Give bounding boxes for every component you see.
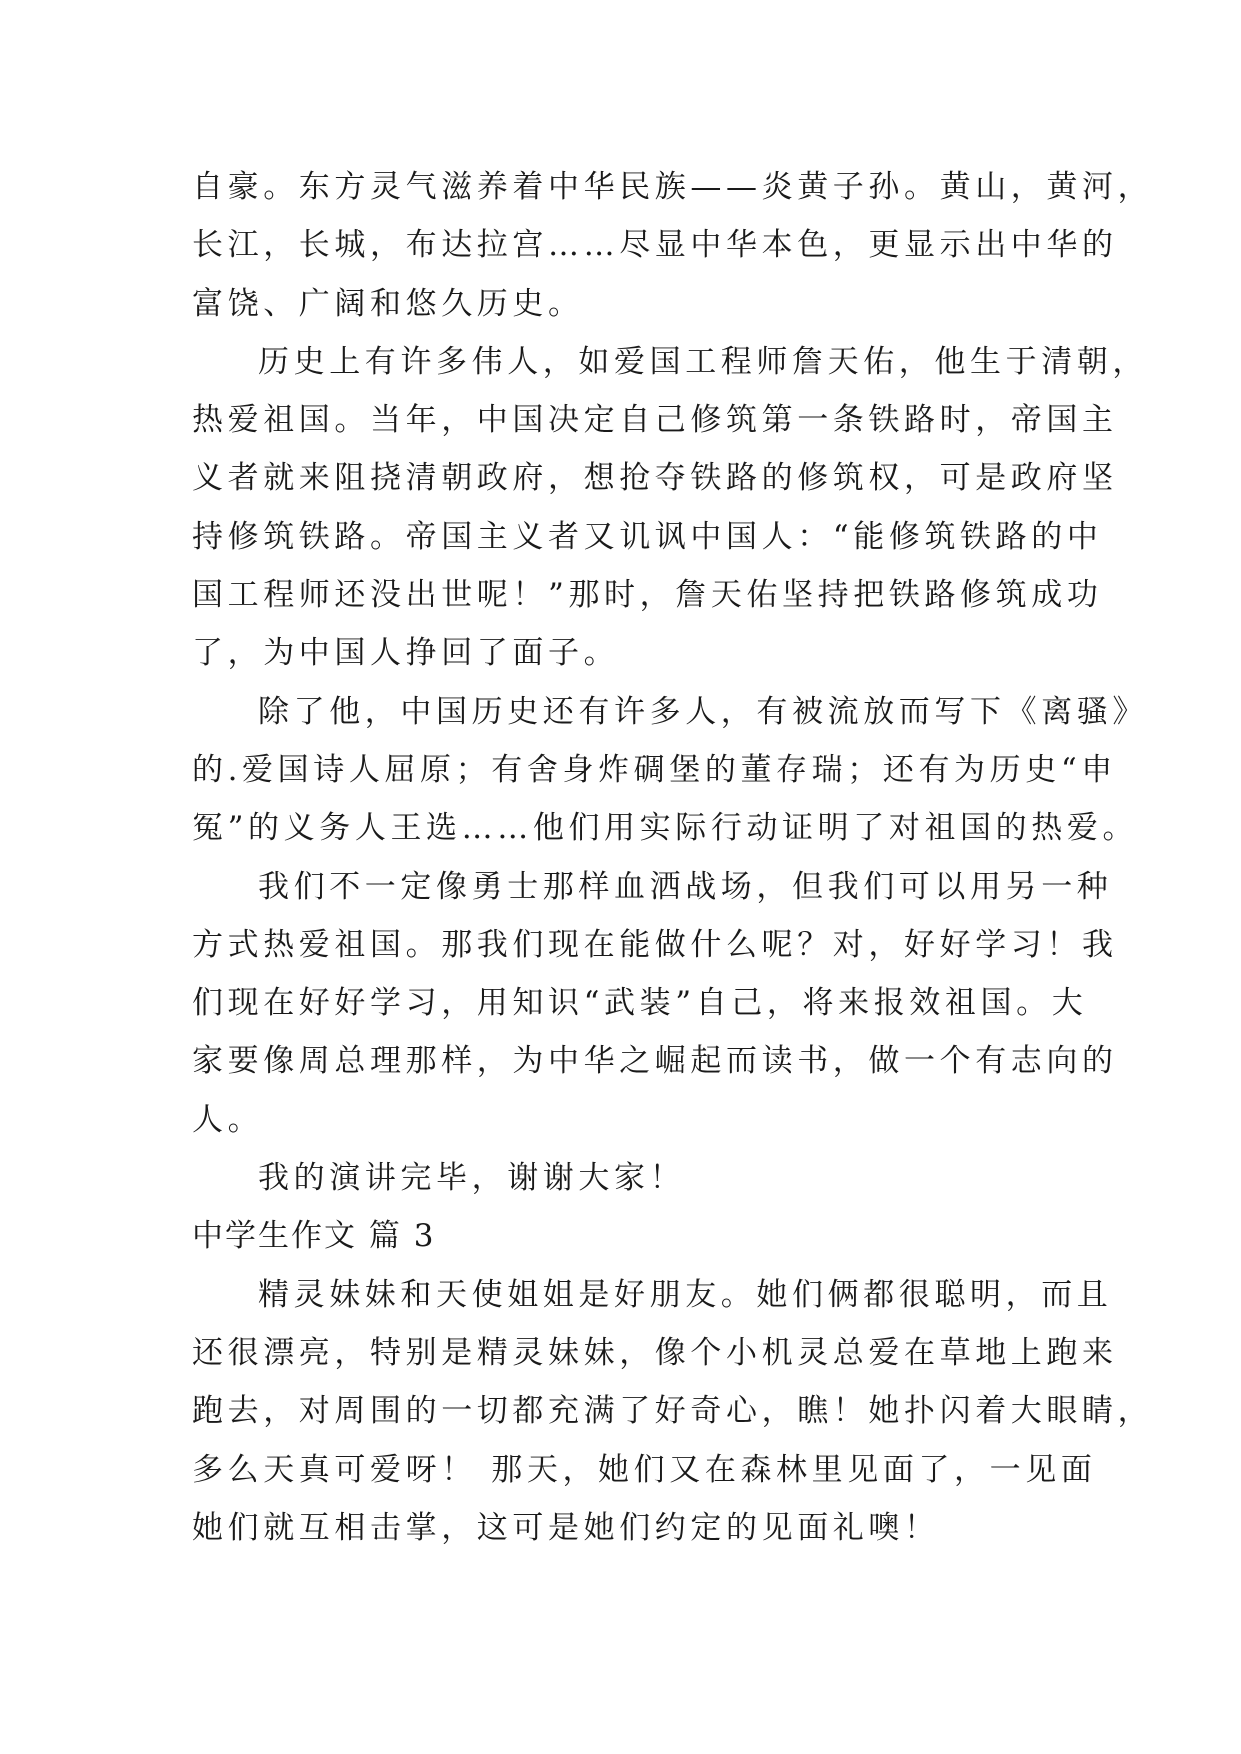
text-line: 国工程师还没出世呢！”那时，詹天佑坚持把铁路修筑成功: [192, 577, 1103, 614]
text-line: 家要像周总理那样，为中华之崛起而读书，做一个有志向的: [192, 1043, 1118, 1080]
text-line: 方式热爱祖国。那我们现在能做什么呢？对，好好学习！我: [192, 926, 1118, 963]
text-line: 持修筑铁路。帝国主义者又讥讽中国人：“能修筑铁路的中: [192, 518, 1103, 555]
paragraph: [192, 333, 1148, 683]
text-line: 义者就来阻挠清朝政府，想抢夺铁路的修筑权，可是政府坚: [192, 460, 1118, 497]
text-line: 历史上有许多伟人，如爱国工程师詹天佑，他生于清朝，: [258, 343, 1148, 380]
text-line: 我们不一定像勇士那样血洒战场，但我们可以用另一种: [258, 868, 1113, 905]
text-line: 精灵妹妹和天使姐姐是好朋友。她们俩都很聪明，而且: [258, 1276, 1113, 1313]
paragraph: [192, 858, 1118, 1149]
text-line: 热爱祖国。当年，中国决定自己修筑第一条铁路时，帝国主: [192, 402, 1118, 439]
paragraph: [192, 683, 1148, 858]
text-line: 们现在好好学习，用知识“武装”自己，将来报效祖国。大: [192, 985, 1088, 1022]
text-line: 跑去，对周围的一切都充满了好奇心，瞧！她扑闪着大眼睛，: [192, 1393, 1154, 1430]
text-line: 长江，长城，布达拉宫……尽显中华本色，更显示出中华的: [192, 227, 1118, 264]
section-heading: 中学生作文 篇 3: [192, 1218, 436, 1255]
text-line: 多么天真可爱呀！ 那天，她们又在森林里见面了，一见面: [192, 1451, 1097, 1488]
text-line: 我的演讲完毕，谢谢大家！: [258, 1160, 686, 1197]
text-line: 的.爱国诗人屈原；有舍身炸碉堡的董存瑞；还有为历史“申: [192, 751, 1117, 788]
paragraph: [192, 1266, 1154, 1557]
paragraph: [192, 158, 1154, 333]
text-line: 她们就互相击掌，这可是她们约定的见面礼噢！: [192, 1509, 940, 1546]
text-line: 冤”的义务人王选……他们用实际行动证明了对祖国的热爱。: [192, 810, 1139, 847]
paragraph: [192, 1149, 1062, 1207]
text-line: 还很漂亮，特别是精灵妹妹，像个小机灵总爱在草地上跑来: [192, 1334, 1118, 1371]
text-line: 人。: [192, 1101, 264, 1138]
text-line: 除了他，中国历史还有许多人，有被流放而写下《离骚》: [258, 693, 1148, 730]
document-page: [192, 158, 1154, 1557]
text-line: 富饶、广阔和悠久历史。: [192, 285, 584, 322]
text-line: 自豪。东方灵气滋养着中华民族——炎黄子孙。黄山，黄河，: [192, 169, 1154, 205]
text-line: 了，为中国人挣回了面子。: [192, 635, 620, 672]
